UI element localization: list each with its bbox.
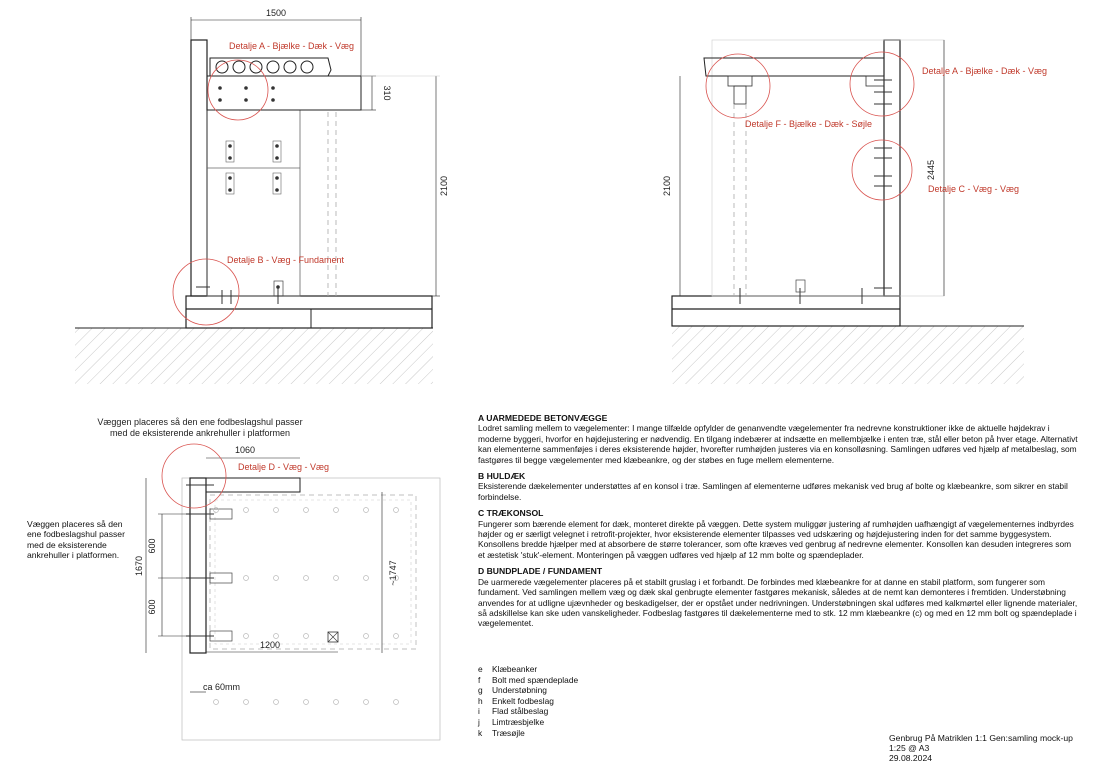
- legend-key: i: [478, 706, 480, 717]
- legend-label: Flad stålbeslag: [492, 706, 549, 717]
- side-note: [27, 519, 125, 561]
- legend-item: [478, 675, 578, 686]
- legend-label: Bolt med spændeplade: [492, 674, 579, 685]
- description-text: [478, 413, 1078, 635]
- title-block: [889, 733, 1073, 764]
- legend-item: [478, 696, 578, 707]
- legend-label: Træsøjle: [492, 727, 525, 738]
- top-beam-right: [704, 58, 884, 76]
- side-note-line1: Væggen placeres så den: [27, 519, 123, 529]
- detail-a-label-right: Detalje A - Bjælke - Dæk - Væg: [922, 66, 1048, 76]
- elevation-left: [75, 8, 449, 384]
- dim-1747: ~1747: [388, 560, 398, 586]
- ground-hatch-right: [672, 326, 1024, 384]
- legend-key: f: [478, 674, 481, 685]
- legend-item: [478, 664, 578, 675]
- legend-key: k: [478, 727, 483, 738]
- section-heading: D BUNDPLADE / FUNDAMENT: [478, 566, 603, 577]
- plan-caption-line1: Væggen placeres så den ene fodbeslagshul passer: [97, 417, 303, 427]
- section-heading: B HULDÆK: [478, 471, 526, 482]
- dim-310: 310: [382, 85, 392, 101]
- plan-caption-line2: med de eksisterende ankrehuller i platformen: [109, 428, 291, 438]
- foundation-slab-left: [186, 296, 432, 328]
- dim-1200: 1200: [259, 640, 281, 650]
- dim-2100-right: 2100: [662, 175, 672, 197]
- legend-item: [478, 717, 578, 728]
- ground-hatch-left: [75, 328, 433, 384]
- detail-c-circle: [852, 140, 912, 200]
- console-panel: [207, 110, 300, 296]
- elevation-right: [662, 40, 1047, 384]
- foundation-slab-right: [672, 296, 900, 326]
- detail-a-circle-right: [850, 52, 914, 116]
- section-body: Eksisterende dækelementer understøttes af en konsol i træ. Samlingen af elementerne udføres mekanisk ved brug af bolte og klæbeankre, som sikrer en stabil forbindelse.: [478, 481, 1068, 502]
- dim-2445: 2445: [926, 159, 936, 181]
- dim-600-b: 600: [147, 599, 157, 615]
- title-block-scale: 1:25 @ A3: [889, 743, 930, 754]
- dim-2100-left: 2100: [439, 175, 449, 197]
- section-body: Lodret samling mellem to vægelementer: I mange tilfælde opfylder de genanvendte vægelementer fra nedrevne konstruktioner ikke de aktuelle højdekrav i moderne byggeri, hvorfor en højdejustering er nødvendig. En tilgang indebærer at indsætte en mellembjælke i enten træ, stål eller beton på hver etage. Alternativt kan elementerne sammenføjes i deres eksisterende højder, hvorefter rumhøjden justeres via en konsolløsning. Samlingen udføres ved hjælp af metalbeslag, som fastgøres til begge vægelementer med klæbeankre, og der støbes en fuge mellem elementerne.: [478, 423, 1078, 465]
- detail-b-label: Detalje B - Væg - Fundament: [227, 255, 345, 265]
- section-a: [478, 413, 1078, 465]
- detail-a-circle-left: [208, 60, 268, 120]
- detail-d-circle: [162, 444, 226, 508]
- legend-label: Understøbning: [492, 685, 547, 696]
- legend-key: h: [478, 695, 483, 706]
- detail-a-label-left: Detalje A - Bjælke - Dæk - Væg: [229, 41, 355, 51]
- section-heading: C TRÆKONSOL: [478, 508, 544, 519]
- dim-1670: 1670: [134, 555, 144, 577]
- title-block-date: 29.08.2024: [889, 753, 933, 764]
- dim-1500: 1500: [265, 8, 287, 18]
- detail-b-circle: [173, 259, 239, 325]
- wall-right: [884, 40, 900, 296]
- plan-wall: [190, 478, 206, 653]
- section-c: [478, 508, 1078, 560]
- detail-d-label: Detalje D - Væg - Væg: [238, 462, 330, 472]
- section-body: De uarmerede vægelementer placeres på et stabilt gruslag i et forbandt. De forbindes med klæbeankre for at danne en stabil platform, som fungerer som fundament. Ved samlingen mellem væg og dæk skal genbrugte elementer fastgøres mekanisk, således at de nemt kan demonteres i fremtiden. Understøbning anvendes for at udligne ujævnheder og beskadigelser, der er opstået under nedrivningen. Understøbningen skal udføres med kalkmørtel eller lignende materialer, så adskillelse kan ske uden vanskeligheder. Fodbeslag fastgøres til dækelementerne med to stk. 12 mm klæbeankre (c) og med en 12 mm bolt og spændeplade i vægelementet.: [478, 576, 1078, 629]
- side-note-line4: ankrehuller i platformen.: [27, 550, 120, 561]
- plan-view: [97, 417, 440, 740]
- legend: [478, 664, 578, 738]
- section-b: [478, 471, 1078, 502]
- dim-600-a: 600: [147, 538, 157, 554]
- legend-item: [478, 685, 578, 696]
- section-d: [478, 566, 1078, 628]
- side-note-line2: ene fodbeslagshul passer: [27, 529, 125, 540]
- legend-label: Klæbeanker: [492, 664, 538, 674]
- legend-key: e: [478, 664, 483, 674]
- legend-item: [478, 706, 578, 717]
- plan-beam: [206, 478, 300, 492]
- section-heading: A UARMEDEDE BETONVÆGGE: [478, 413, 608, 423]
- legend-label: Enkelt fodbeslag: [492, 695, 554, 706]
- legend-label: Limtræsbjelke: [492, 716, 545, 727]
- legend-key: j: [478, 716, 480, 727]
- wall-left: [191, 40, 207, 296]
- detail-c-label: Detalje C - Væg - Væg: [928, 184, 1020, 194]
- platform-outline: [182, 478, 440, 740]
- dim-1060: 1060: [234, 445, 256, 455]
- detail-f-label: Detalje F - Bjælke - Dæk - Søjle: [745, 119, 873, 129]
- legend-key: g: [478, 685, 483, 696]
- dim-ca-60mm: ca 60mm: [203, 682, 241, 692]
- beam-left: [207, 76, 361, 110]
- legend-item: [478, 728, 578, 739]
- side-note-line3: med de eksisterende: [27, 539, 107, 550]
- section-body: Fungerer som bærende element for dæk, monteret direkte på væggen. Dette system muliggør justering af rumhøjden uafhængigt af vægelementernes indbyrdes højder og er særligt velegnet i retrofit-projekter, hvor eksisterende elementer tilpasses ved udskæring og højdejustering inden for det samme byggesystem. Konsollens bredde hjælper med at absorbere de større tolerancer, som ofte kræves ved genbrug af nedrevne elementer. Konsollen kan desuden integreres som et æstetisk 'stuk'-element. Monteringen på væggen udføres ved hjælp af 12 mm bolte og spændeplader.: [478, 518, 1074, 560]
- title-block-project: Genbrug På Matriklen 1:1 Gen:samling mock-up: [889, 733, 1073, 743]
